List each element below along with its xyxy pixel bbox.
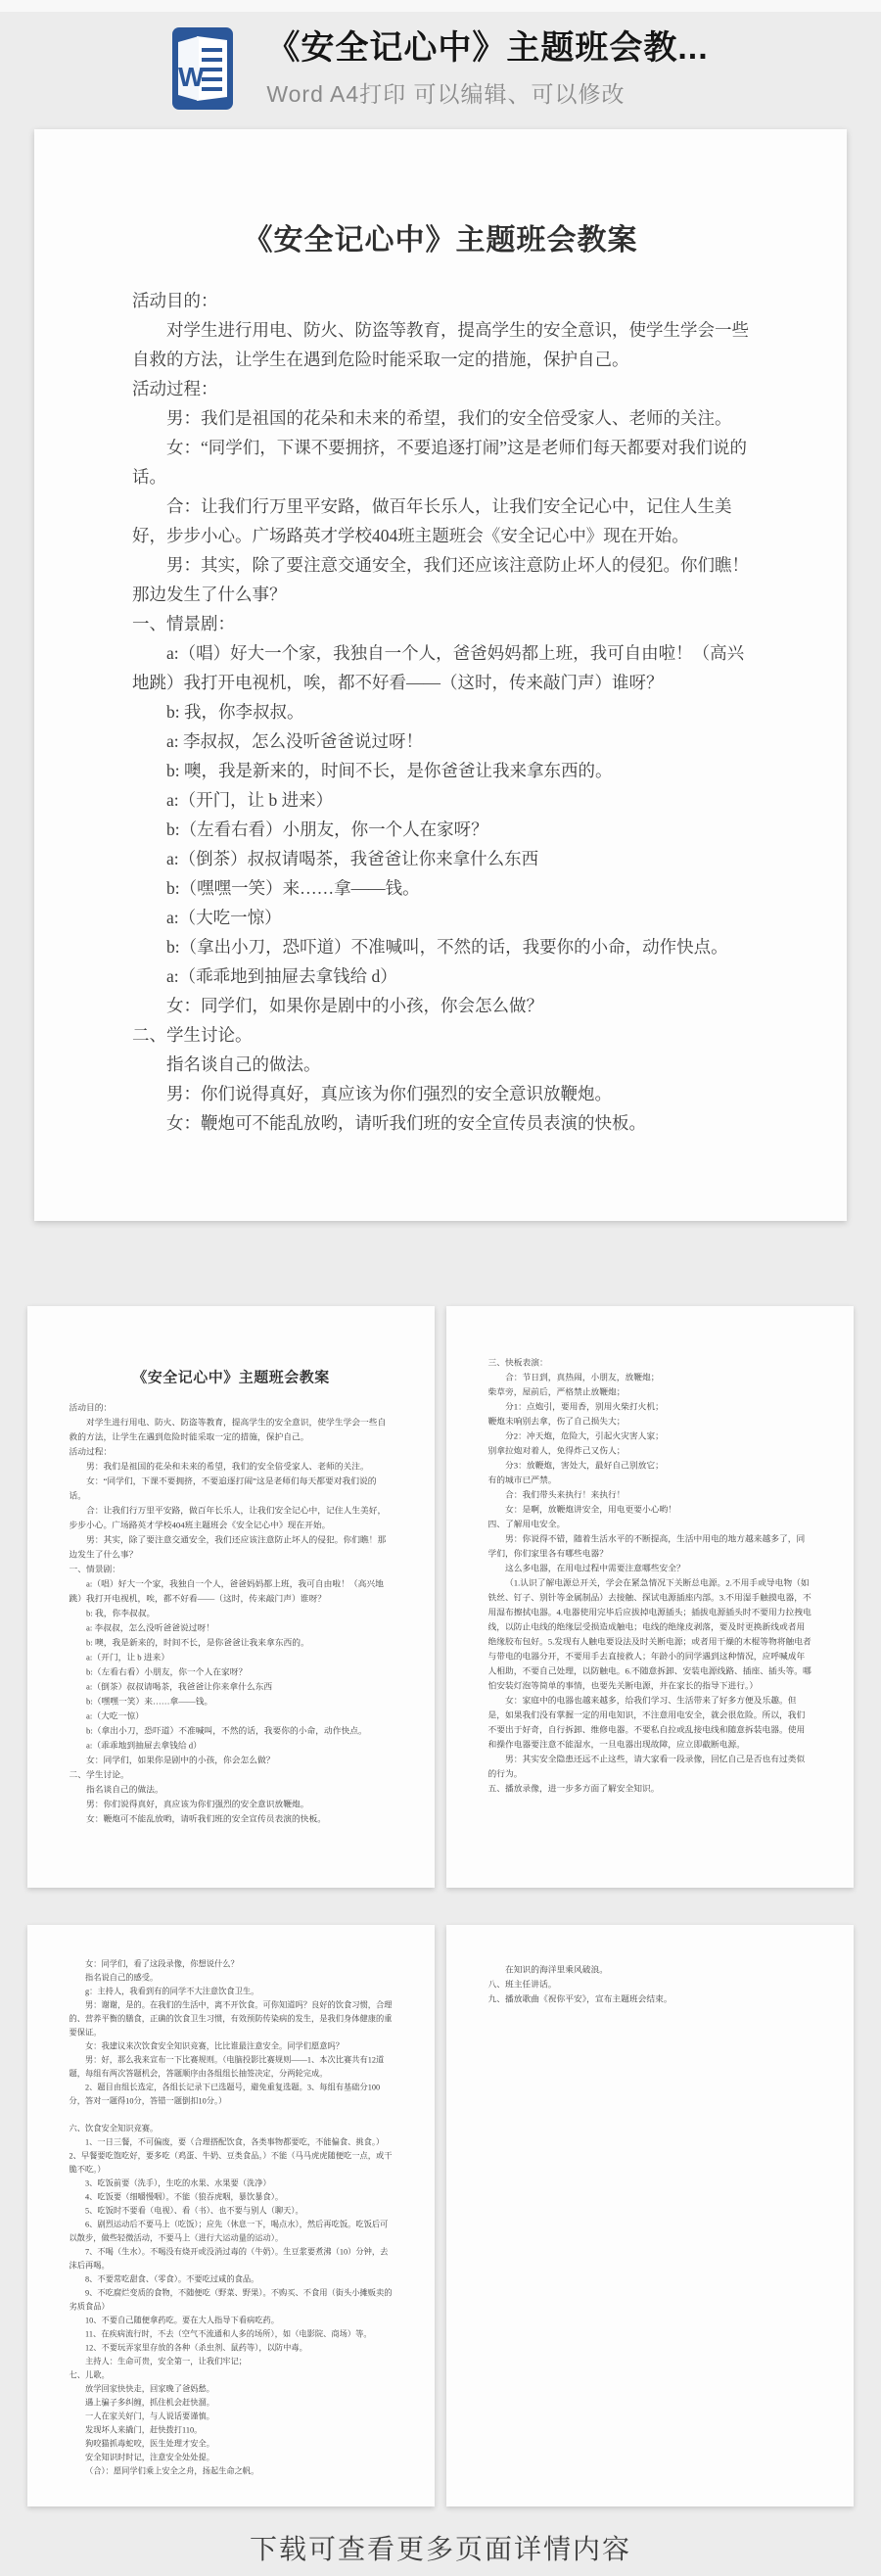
doc-paragraph: 发现坏人来撬门，赶快拨打110。: [85, 2425, 203, 2435]
doc-paragraph: 活动过程：: [132, 379, 218, 398]
doc-paragraph: 合：让我们行万里平安路，做百年长乐人，让我们安全记心中，记住人生美好，步步小心。广场路英才学校404班主题班会《安全记心中》现在开始。: [69, 1505, 387, 1530]
doc-paragraph: 指名谈自己的做法。: [166, 1054, 321, 1074]
doc-paragraph: 活动目的：: [132, 291, 218, 310]
doc-paragraph: 1、一日三餐，不可偏废，要（合理搭配饮食，各类事物都要吃，不能偏食、挑食。）: [85, 2137, 385, 2147]
doc-paragraph: 合：我们带头来执行！来执行！: [505, 1489, 626, 1500]
thumbnail-page-3[interactable]: [27, 1925, 435, 2506]
doc-paragraph: b: 噢，我是新来的，时间不长，是你爸爸让我来拿东西的。: [86, 1637, 309, 1648]
doc-paragraph: 9、不吃腐烂变质的食物，不随便吃（野菜、野果）。不购买、不食用（街头小摊贩卖的劣质食品）: [69, 2288, 393, 2312]
doc-paragraph: b: 我，你李叔叔。: [166, 702, 304, 722]
doc-paragraph: a:（唱）好大一个家，我独自一个人，爸爸妈妈都上班，我可自由啦！（高兴地跳）我打开电视机，唉，都不好看——（这时，传来敲门声）谁呀？: [69, 1578, 384, 1604]
doc-paragraph: 四、了解用电安全。: [487, 1519, 566, 1529]
doc-paragraph: a:（大吃一惊）: [166, 908, 282, 927]
doc-paragraph: （1.认识了解电源总开关，学会在紧急情况下关断总电源。2.不用手或导电物（如铁丝、钉子、别针等金属制品）去接触、探试电源插座内部。3.不用湿手触摸电器，不用湿布擦拭电器。4.电器使用完毕后应拔掉电源插头；插拔电源插头时不要用力拉拽电线，以防止电线的绝缘层受损造成触电；电线的绝缘皮剥落，要及时更换新线或者用绝缘胶布包好。5.发现有人触电要设法及时关断电源；或者用干燥的木棍等物将触电者与带电的电器分开，不要用手去直接救人；年龄小的同学遇到这种情况，应呼喊成年人相助，不要自己处理，以防触电。6.不随意拆卸、安装电源线路、插座、插头等。哪怕安装灯泡等简单的事情，也要先关断电源，并在家长的指导下进行。）: [487, 1577, 811, 1691]
doc-paragraph: 女：家庭中的电器也越来越多，给我们学习、生活带来了好多方便及乐趣。但是，如果我们没有掌握一定的用电知识，不注意用电安全，就会很危险。所以，我们不要出于好奇，自行拆卸、维修电器。不要私自拉或乱接电线和随意拆装电器。使用和操作电器要注意不能湿水，一旦电器出现故障，应立即截断电源。: [487, 1695, 806, 1750]
doc-paragraph: g：主持人，我看到有的同学不大注意饮食卫生。: [85, 1987, 259, 1996]
doc-paragraph: 指名说自己的感受。: [85, 1973, 159, 1983]
doc-paragraph: [70, 2108, 394, 2122]
doc-paragraph: 二、学生讨论。: [69, 1769, 129, 1780]
doc-paragraph: 12、不要玩弄家里存放的各种（杀虫剂、鼠药等），以防中毒。: [85, 2343, 307, 2353]
doc-paragraph: 柴草旁，屋前后，严格禁止放鞭炮；: [487, 1386, 626, 1397]
doc-paragraph: 九、播放歌曲《祝你平安》，宣布主题班会结束。: [487, 1993, 672, 2004]
doc-paragraph: 一人在家关好门，与人说话要谨慎。: [85, 2412, 214, 2421]
doc-paragraph: 男：你们说得真好，真应该为你们强烈的安全意识放鞭炮。: [166, 1084, 612, 1103]
doc-paragraph: b:（拿出小刀，恐吓道）不准喊叫，不然的话，我要你的小命，动作快点。: [86, 1725, 367, 1736]
doc-paragraph: b: 噢，我是新来的，时间不长，是你爸爸让我来拿东西的。: [166, 761, 613, 780]
doc-paragraph: 鞭炮未响别去拿，伤了自己损失大；: [487, 1416, 626, 1427]
doc-paragraph: 一、情景剧：: [69, 1564, 120, 1574]
doc-paragraph: 活动过程：: [69, 1446, 113, 1457]
doc-paragraph: 五、播放录像，进一步多方面了解安全知识。: [487, 1783, 660, 1794]
page-1-body: [132, 286, 749, 1138]
doc-paragraph: a:（倒茶）叔叔请喝茶，我爸爸让你来拿什么东西: [166, 849, 539, 868]
doc-paragraph: 男：其实，除了要注意交通安全，我们还应该注意防止坏人的侵犯。你们瞧！那边发生了什么事？: [69, 1534, 387, 1560]
doc-paragraph: 11、在疾病流行时，不去（空气不流通和人多的场所），如（电影院、商场）等。: [85, 2329, 372, 2339]
doc-paragraph: 六、饮食安全知识竞赛。: [69, 2124, 159, 2133]
doc-paragraph: 合：节日到，真热闹，小朋友，放鞭炮；: [505, 1372, 660, 1382]
file-title: 《安全记心中》主题班会教...: [266, 29, 709, 67]
thumbnail-page-2-body: [488, 1355, 812, 1796]
doc-paragraph: a: 李叔叔，怎么没听爸爸说过呀！: [166, 731, 424, 751]
doc-paragraph: a: 李叔叔，怎么没听爸爸说过呀！: [86, 1622, 215, 1633]
thumbnail-page-1-title: 《安全记心中》主题班会教案: [132, 1369, 330, 1385]
thumbnail-page-3-body: [70, 1957, 394, 2478]
doc-paragraph: 女：同学们，如果你是剧中的小孩，你会怎么做？: [86, 1755, 275, 1765]
doc-paragraph: b:（嘿嘿一笑）来……拿——钱。: [166, 878, 420, 898]
doc-paragraph: 4、吃饭要（细嚼慢咽）。不能（狼吞虎咽，暴饮暴食）。: [85, 2192, 284, 2202]
doc-paragraph: 分2：冲天炮，危险大，引起火灾害人家；: [505, 1430, 664, 1441]
doc-paragraph: 男：我们是祖国的花朵和未来的希望，我们的安全倍受家人、老师的关注。: [166, 408, 732, 428]
doc-paragraph: 有的城市已严禁。: [487, 1475, 557, 1485]
doc-paragraph: b:（左看右看）小朋友，你一个人在家呀？: [166, 820, 488, 839]
doc-paragraph: 女：“同学们，下课不要拥挤，不要追逐打闹”这是老师们每天都要对我们说的话。: [69, 1475, 377, 1501]
doc-paragraph: 主持人：生命可贵，安全第一，让我们牢记；: [85, 2357, 247, 2366]
doc-paragraph: 对学生进行用电、防火、防盗等教育，提高学生的安全意识，使学生学会一些自救的方法，让学生在遇到危险时能采取一定的措施，保护自己。: [69, 1417, 387, 1442]
doc-paragraph: a:（乖乖地到抽屉去拿钱给 d）: [166, 966, 397, 986]
doc-paragraph: a:（大吃一惊）: [86, 1710, 144, 1721]
doc-paragraph: 分1：点炮引，要用香，别用火柴打火机；: [505, 1401, 664, 1412]
doc-paragraph: 男：其实，除了要注意交通安全，我们还应该注意防止坏人的侵犯。你们瞧！那边发生了什么事？: [132, 555, 749, 604]
thumbnail-page-4[interactable]: [446, 1925, 854, 2506]
doc-paragraph: 2、题目由组长选定，各组长记录下已选题号，避免重复选题。3、每组有基础分100分，答对一题得10分，答错一题倒扣10分。）: [69, 2083, 381, 2106]
file-subtitle: Word A4打印 可以编辑、可以修改: [266, 81, 626, 107]
doc-paragraph: 分3：放鞭炮，害处大，最好自己别放它；: [505, 1460, 664, 1471]
doc-paragraph: 5、吃饭时不要看（电视）、看（书）、也不要与别人（聊天）。: [85, 2206, 303, 2216]
doc-paragraph: a:（倒茶）叔叔请喝茶，我爸爸让你来拿什么东西: [86, 1681, 273, 1692]
doc-paragraph: a:（开门，让 b 进来）: [86, 1652, 170, 1663]
doc-paragraph: 一、情景剧：: [132, 614, 235, 633]
doc-paragraph: 女：我建议来次饮食安全知识竞赛，比比谁最注意安全。同学们愿意吗？: [85, 2041, 344, 2051]
doc-paragraph: 放学回家快快走，回家晚了爸妈愁。: [85, 2384, 214, 2394]
doc-paragraph: a:（开门，让 b 进来）: [166, 790, 334, 810]
doc-paragraph: b:（嘿嘿一笑）来……拿——钱。: [86, 1696, 213, 1707]
doc-paragraph: 三、快板表演：: [487, 1357, 548, 1368]
doc-paragraph: 八、班主任讲话。: [487, 1979, 557, 1990]
thumbnail-page-4-body: [488, 1962, 812, 2006]
doc-paragraph: 男：谢谢，是的。在我们的生活中，离不开饮食。可你知道吗？良好的饮食习惯，合理的、营养平衡的膳食，正确的饮食卫生习惯，有效预防传染病的发生，是我们身体健康的重要保证。: [69, 2000, 393, 2037]
doc-paragraph: 8、不要常吃甜食、（零食）。不要吃过咸的食品。: [85, 2274, 259, 2284]
word-file-icon: [172, 27, 233, 110]
svg-text:W: W: [178, 62, 205, 92]
doc-paragraph: 男：好，那么我来宣布一下比赛规则。（电脑投影比赛规则——1、本次比赛共有12道题，每组有两次答题机会，答题顺序由各组组长抽签决定，分两轮完成。: [69, 2055, 385, 2079]
thumbnail-page-1[interactable]: [27, 1306, 435, 1888]
doc-paragraph: 狗咬猫抓毒蛇咬，医生处理才安全。: [85, 2439, 214, 2449]
doc-paragraph: 对学生进行用电、防火、防盗等教育，提高学生的安全意识，使学生学会一些自救的方法，让学生在遇到危险时能采取一定的措施，保护自己。: [132, 320, 749, 369]
doc-paragraph: 二、学生讨论。: [132, 1025, 253, 1045]
thumbnail-page-2[interactable]: [446, 1306, 854, 1888]
top-strip: [0, 0, 881, 12]
doc-paragraph: 遇上骗子多纠缠，抓住机会赶快溜。: [85, 2398, 214, 2408]
doc-paragraph: 7、不喝（生水）。不喝没有烧开或没消过毒的（牛奶）。生豆浆要煮沸（10）分钟，去沫后再喝。: [69, 2247, 389, 2271]
document-title: 《安全记心中》主题班会教案: [243, 224, 638, 257]
doc-paragraph: b:（左看右看）小朋友，你一个人在家呀？: [86, 1666, 248, 1677]
doc-paragraph: 安全知识时时记，注意安全处处提。: [85, 2453, 214, 2462]
doc-paragraph: 6、剧烈运动后不要马上（吃饭）；应先（休息一下，喝点水），然后再吃饭。吃饭后可以散步，做些轻微活动，不要马上（进行大运动量的运动）。: [69, 2220, 389, 2243]
doc-paragraph: （合）：愿同学们乘上安全之舟，扬起生命之帆。: [85, 2466, 259, 2476]
doc-paragraph: b: 我，你李叔叔。: [86, 1608, 156, 1618]
doc-paragraph: 女：鞭炮可不能乱放哟，请听我们班的安全宣传员表演的快板。: [166, 1113, 646, 1133]
doc-paragraph: 女：“同学们，下课不要拥挤，不要追逐打闹”这是老师们每天都要对我们说的话。: [132, 438, 748, 487]
doc-paragraph: a:（乖乖地到抽屉去拿钱给 d）: [86, 1740, 202, 1751]
doc-paragraph: 男：我们是祖国的花朵和未来的希望，我们的安全倍受家人、老师的关注。: [86, 1461, 369, 1472]
doc-paragraph: 女：是啊，放鞭炮讲安全，用电更要小心哟！: [505, 1504, 676, 1515]
doc-paragraph: 3、吃饭前要（洗手），生吃的水果、水果要（洗净）: [85, 2178, 271, 2188]
doc-paragraph: 男：你说得不错，随着生活水平的不断提高，生活中用电的地方越来越多了，同学们，你们家里各有哪些电器？: [487, 1533, 806, 1559]
doc-paragraph: 合：让我们行万里平安路，做百年长乐人，让我们安全记心中，记住人生美好，步步小心。广场路英才学校404班主题班会《安全记心中》现在开始。: [132, 496, 732, 545]
doc-paragraph: 指名谈自己的做法。: [86, 1784, 163, 1795]
document-header: [0, 12, 881, 129]
doc-paragraph: 七、儿歌。: [69, 2370, 110, 2380]
document-page-1[interactable]: [34, 129, 847, 1221]
doc-paragraph: b:（拿出小刀，恐吓道）不准喊叫，不然的话，我要你的小命，动作快点。: [166, 937, 728, 957]
doc-paragraph: 这么多电器，在用电过程中需要注意哪些安全？: [505, 1563, 685, 1573]
doc-paragraph: 男：你们说得真好，真应该为你们强烈的安全意识放鞭炮。: [86, 1799, 309, 1809]
doc-paragraph: 在知识的海洋里乘风破浪。: [505, 1964, 608, 1975]
doc-paragraph: 2、早餐要吃饱吃好，要多吃（鸡蛋、牛奶、豆类食品。）不能（马马虎虎随便吃一点，或干脆不吃。）: [69, 2151, 393, 2175]
download-hint-text: 下载可查看更多页面详情内容: [249, 2534, 631, 2564]
doc-paragraph: 别拿拉炮对着人，免得炸己又伤人；: [487, 1445, 626, 1456]
doc-paragraph: 女：同学们，如果你是剧中的小孩，你会怎么做？: [166, 996, 543, 1015]
doc-paragraph: 男：其实安全隐患还远不止这些，请大家看一段录像，回忆自己是否也有过类似的行为。: [487, 1754, 806, 1779]
page-thumbnails: [0, 1306, 881, 2506]
doc-paragraph: 女：同学们，看了这段录像，你想说什么？: [85, 1959, 239, 1969]
doc-paragraph: a:（唱）好大一个家，我独自一个人，爸爸妈妈都上班，我可自由啦！（高兴地跳）我打开电视机，唉，都不好看——（这时，传来敲门声）谁呀？: [132, 643, 745, 692]
doc-paragraph: 10、不要自己随便拿药吃。要在大人指导下看病吃药。: [85, 2316, 279, 2325]
doc-paragraph: 女：鞭炮可不能乱放哟，请听我们班的安全宣传员表演的快板。: [86, 1813, 326, 1824]
doc-paragraph: 活动目的：: [69, 1402, 113, 1413]
thumbnail-page-1-body: [70, 1400, 394, 1826]
